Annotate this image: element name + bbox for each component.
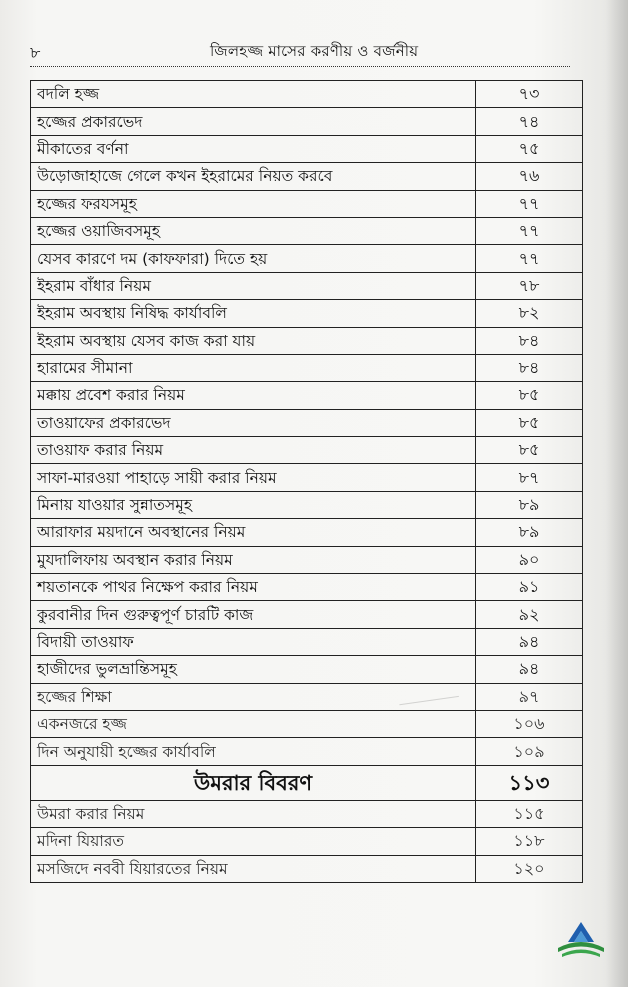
toc-entry-page: ৯১ [476,574,583,601]
toc-entry-page: ৭৪ [476,108,583,135]
running-title: জিলহজ্জ মাসের করণীয় ও বর্জনীয় [210,42,419,60]
table-row [31,135,583,162]
table-row [31,800,583,827]
section-page: ১১৩ [476,765,583,800]
table-row [31,628,583,655]
table-row [31,738,583,765]
table-row [31,491,583,518]
table-row [31,656,583,683]
toc-entry-page: ১১৮ [476,828,583,855]
table-row [31,163,583,190]
toc-entry-title: বদলি হজ্জ [31,81,476,108]
table-row [31,382,583,409]
toc-entry-title: আরাফার ময়দানে অবস্থানের নিয়ম [31,519,476,546]
table-row [31,546,583,573]
toc-entry-title: মদিনা যিয়ারত [31,828,476,855]
toc-entry-page: ৯৪ [476,656,583,683]
table-row [31,190,583,217]
table-row [31,81,583,108]
toc-entry-page: ১১৫ [476,800,583,827]
toc-entry-title: দিন অনুযায়ী হজ্জের কার্যাবলি [31,738,476,765]
toc-entry-title: বিদায়ী তাওয়াফ [31,628,476,655]
toc-entry-page: ১০৬ [476,710,583,737]
toc-entry-title: মিনায় যাওয়ার সুন্নাতসমূহ [31,491,476,518]
toc-entry-title: তাওয়াফের প্রকারভেদ [31,409,476,436]
toc-entry-title: একনজরে হজ্জ [31,710,476,737]
toc-entry-title: মসজিদে নববী যিয়ারতের নিয়ম [31,855,476,882]
section-heading-row [31,765,583,800]
table-row [31,245,583,272]
toc-entry-page: ১২০ [476,855,583,882]
table-row [31,272,583,299]
toc-entry-title: হাজীদের ভুলভ্রান্তিসমূহ [31,656,476,683]
table-row [31,855,583,882]
table-of-contents [30,80,583,883]
toc-entry-title: হজ্জের ওয়াজিবসমূহ [31,217,476,244]
toc-entry-page: ৮৯ [476,491,583,518]
toc-entry-title: তাওয়াফ করার নিয়ম [31,437,476,464]
toc-entry-page: ৭৮ [476,272,583,299]
toc-entry-title: যেসব কারণে দম (কাফফারা) দিতে হয় [31,245,476,272]
toc-entry-title: মক্কায় প্রবেশ করার নিয়ম [31,382,476,409]
toc-entry-title: ইহরাম বাঁধার নিয়ম [31,272,476,299]
toc-entry-page: ১০৯ [476,738,583,765]
toc-entry-title: উমরা করার নিয়ম [31,800,476,827]
table-row [31,300,583,327]
toc-entry-title: হজ্জের শিক্ষা [31,683,476,710]
toc-entry-page: ৭৬ [476,163,583,190]
toc-entry-title: হজ্জের ফরযসমূহ [31,190,476,217]
toc-entry-page: ৭৭ [476,245,583,272]
toc-entry-title: হজ্জের প্রকারভেদ [31,108,476,135]
table-row [31,710,583,737]
page-edge-shadow [606,0,628,987]
toc-entry-page: ৭৩ [476,81,583,108]
toc-entry-title: ইহরাম অবস্থায় নিষিদ্ধ কার্যাবলি [31,300,476,327]
page-number: ৮ [30,43,41,62]
toc-entry-page: ৮৫ [476,409,583,436]
table-row [31,327,583,354]
running-header [30,40,570,64]
toc-entry-page: ৮৫ [476,382,583,409]
header-divider [30,66,570,67]
toc-entry-page: ৭৭ [476,217,583,244]
toc-entry-title: সাফা-মারওয়া পাহাড়ে সায়ী করার নিয়ম [31,464,476,491]
table-row [31,217,583,244]
toc-entry-page: ৯০ [476,546,583,573]
toc-entry-page: ৯২ [476,601,583,628]
toc-entry-page: ৮৪ [476,327,583,354]
toc-entry-page: ৭৫ [476,135,583,162]
toc-entry-page: ৭৭ [476,190,583,217]
toc-entry-title: ইহরাম অবস্থায় যেসব কাজ করা যায় [31,327,476,354]
table-row [31,464,583,491]
toc-entry-page: ৮৫ [476,437,583,464]
toc-entry-title: শয়তানকে পাথর নিক্ষেপ করার নিয়ম [31,574,476,601]
table-row [31,601,583,628]
table-row [31,354,583,381]
table-row [31,683,583,710]
toc-entry-page: ৮৭ [476,464,583,491]
toc-entry-title: হারামের সীমানা [31,354,476,381]
toc-entry-page: ৯৭ [476,683,583,710]
toc-entry-title: মীকাতের বর্ণনা [31,135,476,162]
table-row [31,437,583,464]
table-row [31,574,583,601]
table-row [31,409,583,436]
table-row [31,828,583,855]
section-title: উমরার বিবরণ [31,765,476,800]
toc-entry-page: ৮৪ [476,354,583,381]
table-row [31,108,583,135]
toc-entry-title: কুরবানীর দিন গুরুত্বপূর্ণ চারটি কাজ [31,601,476,628]
publisher-logo-icon [552,918,610,962]
table-row [31,519,583,546]
toc-entry-title: মুযদালিফায় অবস্থান করার নিয়ম [31,546,476,573]
toc-entry-page: ৮২ [476,300,583,327]
toc-entry-page: ৮৯ [476,519,583,546]
toc-entry-page: ৯৪ [476,628,583,655]
toc-entry-title: উড়োজাহাজে গেলে কখন ইহরামের নিয়ত করবে [31,163,476,190]
